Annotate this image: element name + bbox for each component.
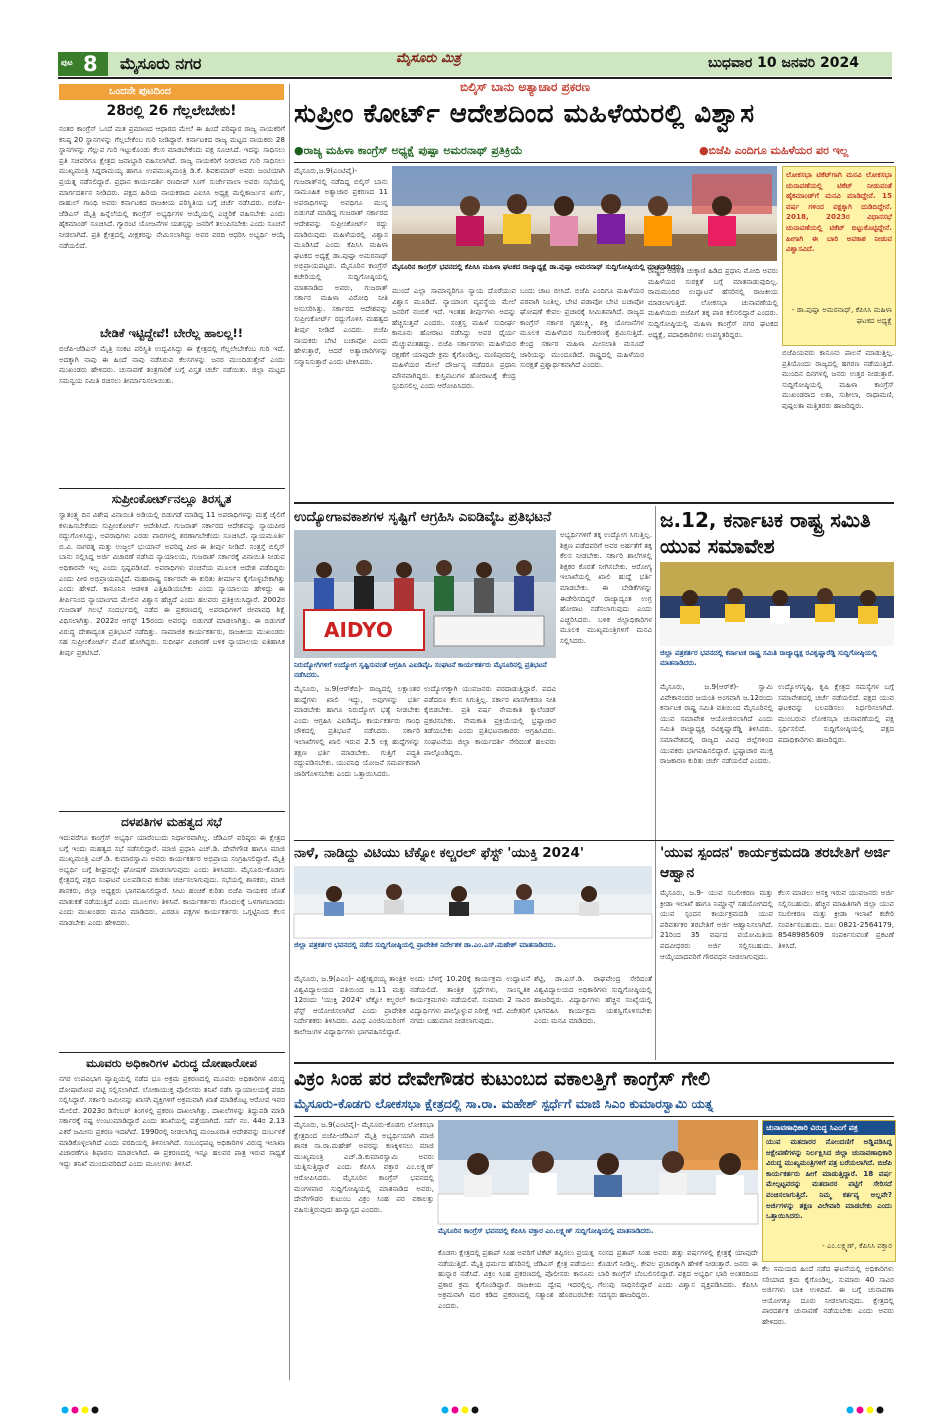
registration-dots-right: [845, 1405, 905, 1415]
left-divider-1: [59, 488, 285, 489]
lead-deck-left: ●ರಾಜ್ಯ ಮಹಿಳಾ ಕಾಂಗ್ರೆಸ್ ಅಧ್ಯಕ್ಷೆ ಪುಷ್ಪಾ ಅಮರನಾಥ್ ಪ್ರತಿಕ್ರಿಯೆ: [294, 144, 523, 157]
protest-banner-text: AIDYO: [324, 618, 393, 642]
fest-body-col3-visible: ಶೆಟ್ಟಿ, ಡಾ.ಎಸ್.ಡಿ. ರಾಘವೇಂದ್ರ ಸೇರಿದಂತೆ ವಿಶ್ವವಿದ್ಯಾಲಯದ ಅಧಿಕಾರಿಗಳು ಸುದ್ದಿಗೋಷ್ಠಿಯಲ್ಲಿ ಹಾಜರಿದ್ದರು. ವಿದ್ಯಾರ್ಥಿಗಳು ಹೆಚ್ಚಿನ ಸಂಖ್ಯೆಯಲ್ಲಿ ಭಾಗವಹಿಸಿ ಕಾರ್ಯಕ್ರಮ ಯಶಸ್ವಿಗೊಳಿಸಬೇಕು ಎಂದು ಮನವಿ ಮಾಡಿದರು.: [534, 974, 655, 1026]
lead-kicker-box: [400, 80, 820, 96]
sidebar-below-text: ಬಿಜೆಪಿಯವರು ಕಾನೂನು ಪಾಲನೆ ಮಾಡುತ್ತಿಲ್ಲ. ಪ್ರತಿಯೊಂದು ರಾಜ್ಯದಲ್ಲಿ ಹಗರಣ ನಡೆಯುತ್ತಿದೆ. ಮುಂದಿನ ದಿನಗಳಲ್ಲಿ ಜನರು ಉತ್ತರ ನೀಡುತ್ತಾರೆ. ಸುದ್ದಿಗೋಷ್ಠಿಯಲ್ಲಿ ಮಹಿಳಾ ಕಾಂಗ್ರೆಸ್ ಮುಖಂಡರಾದ ಲತಾ, ಸುಶೀಲಾ, ರಾಧಾಮಣಿ, ಪುಷ್ಪಲತಾ ಮತ್ತಿತರರು ಹಾಜರಿದ್ದರು.: [782, 348, 897, 410]
yuva-headline: 'ಯುವ ಸ್ಪಂದನ' ಕಾರ್ಯಕ್ರಮದಡಿ ತರಬೇತಿಗೆ ಅರ್ಜಿ ಆಹ್ವಾನ: [660, 845, 891, 881]
issue-date: ಬುಧವಾರ 10 ಜನವರಿ 2024: [708, 55, 859, 71]
page-number-box: [58, 52, 108, 76]
sidebar-quote-text: ಲೋಕಸಭಾ ಟಿಕೆಟ್‌ಗಾಗಿ ಮನವಿ ಲೋಕಸಭಾ ಚುನಾವಣೆಯಲ್ಲಿ ಟಿಕೆಟ್ ನೀಡುವಂತೆ ಹೈಕಮಾಂಡ್‌ಗೆ ಮನವಿ ಮಾಡಿದ್ದೇನೆ. 15 ವರ್ಷ ಗಳಿಂದ ಪಕ್ಷಕ್ಕಾಗಿ ದುಡಿದಿದ್ದೇನೆ. 2018, 2023ರ ವಿಧಾನಸಭೆ ಚುನಾವಣೆಯಲ್ಲಿ ಟಿಕೆಟ್ ಬಿಟ್ಟುಕೊಟ್ಟಿದ್ದೇನೆ. ಹೀಗಾಗಿ ಈ ಬಾರಿ ಅವಕಾಶ ನೀಡುವ ವಿಶ್ವಾಸವಿದೆ.: [786, 170, 895, 254]
masthead: [58, 52, 892, 76]
lead-bottom-rule: [294, 502, 894, 504]
sidebar-quote-attribution: - ಡಾ.ಪುಷ್ಪಾ ಅಮರನಾಥ್, ಕೆಪಿಸಿಸಿ ಮಹಿಳಾ ಘಟಕದ ಅಧ್ಯಕ್ಷೆ: [791, 305, 895, 325]
protest-body-col3: ಅಭ್ಯರ್ಥಿಗಳಿಗೆ ತಕ್ಕ ಉದ್ಯೋಗ ಸಿಗುತ್ತಿಲ್ಲ. ಶಿಕ್ಷಣ ಪಡೆದವರಿಗೆ ಅವರ ಅರ್ಹತೆಗೆ ತಕ್ಕ ಕೆಲಸ ನೀಡಬೇಕು. ಸರ್ಕಾರಿ ಶಾಲೆಗಳಲ್ಲಿ ಶಿಕ್ಷಕರ ಕೊರತೆ ನೀಗಿಸಬೇಕು. ಆರೋಗ್ಯ ಇಲಾಖೆಯಲ್ಲಿ ಖಾಲಿ ಹುದ್ದೆ ಭರ್ತಿ ಮಾಡಬೇಕು. ಈ ಬೇಡಿಕೆಗಳನ್ನು ಈಡೇರಿಸದಿದ್ದರೆ ರಾಜ್ಯಾದ್ಯಂತ ಉಗ್ರ ಹೋರಾಟ ನಡೆಸಲಾಗುವುದು ಎಂದು ಎಚ್ಚರಿಸಿದರು. ಬಳಿಕ ಜಿಲ್ಲಾಧಿಕಾರಿಗಳ ಮೂಲಕ ಮುಖ್ಯಮಂತ್ರಿಗಳಿಗೆ ಮನವಿ ಸಲ್ಲಿಸಿದರು.: [560, 530, 655, 645]
lead-photo: [392, 166, 777, 261]
story1-text: ನಂತರ ಕಾಂಗ್ರೆಸ್ ಒಂದೆ ಮತ ಪ್ರಮಾಣದ ಆಧಾರದ ಮೇಲೆ ಈ ಹಿಂದೆ ಪರಿಷ್ಕಾರ ರಾಜ್ಯ ನಾಯಕರಿಗೆ ಕನಿಷ್ಠ 20 ಸ್ಥಾನಗಳನ್ನು ಗೆಲ್ಲಬೇಕೆಂಬ ಗುರಿ ನೀಡಿದ್ದಾರೆ. ಕರ್ನಾಟಕದ ರಾಜ್ಯ ಮಟ್ಟದ ನಾಯಕರು 28 ಸ್ಥಾನಗಳನ್ನು ಗೆಲ್ಲುವ ಗುರಿ ಇಟ್ಟುಕೊಂಡು ಕೆಲಸ ಮಾಡಬೇಕೆಂದು ಪಕ್ಷ ಸೂಚಿಸಿದೆ. ಇದನ್ನು ಸಾಧಿಸಲು ಪ್ರತಿ ಸಚಿವರಿಗೂ ಕ್ಷೇತ್ರದ ಜವಾಬ್ದಾರಿ ವಹಿಸಲಾಗಿದೆ. ರಾಜ್ಯ ನಾಯಕರಿಗೆ ನೀಡಲಾದ ಗುರಿ ಸಾಧಿಸಲು ಮುಖ್ಯಮಂತ್ರಿ ಸಿದ್ದರಾಮಯ್ಯ ಹಾಗೂ ಉಪಮುಖ್ಯಮಂತ್ರಿ ಡಿ.ಕೆ. ಶಿವಕುಮಾರ್ ಅವರು ಜಂಟಿಯಾಗಿ ಪ್ರಯತ್ನ ನಡೆಸಲಿದ್ದಾರೆ. ಪ್ರಧಾನ ಕಾರ್ಯದರ್ಶಿ ರಣದೀಪ್ ಸಿಂಗ್ ಸುರ್ಜೇವಾಲಾ ಅವರು ಸಭೆಯಲ್ಲಿ ಮಾರ್ಗದರ್ಶನ ನೀಡಿದರು. ಪಕ್ಷದ ಹಿರಿಯ ನಾಯಕರಾದ ಎಐಸಿಸಿ ಅಧ್ಯಕ್ಷ ಮಲ್ಲಿಕಾರ್ಜುನ ಖರ್ಗೆ, ರಾಹುಲ್ ಗಾಂಧಿ ಅವರು ಕರ್ನಾಟಕದ ರಾಜಕೀಯ ಪರಿಸ್ಥಿತಿಯ ಬಗ್ಗೆ ಚರ್ಚೆ ನಡೆಸಿದರು. ಬಿಜೆಪಿ-ಜೆಡಿಎಸ್ ಮೈತ್ರಿ ಹಿನ್ನೆಲೆಯಲ್ಲಿ ಕಾಂಗ್ರೆಸ್ ಅಭ್ಯರ್ಥಿಗಳ ಆಯ್ಕೆಯಲ್ಲಿ ಎಚ್ಚರಿಕೆ ವಹಿಸಬೇಕು ಎಂದು ಹೈಕಮಾಂಡ್ ಸೂಚಿಸಿದೆ. ಗ್ಯಾರಂಟಿ ಯೋಜನೆಗಳ ಯಶಸ್ಸನ್ನು ಜನರಿಗೆ ತಲುಪಿಸಬೇಕು ಎಂದು ಸೂಚನೆ ನೀಡಲಾಗಿದೆ. ಪ್ರತಿ ಕ್ಷೇತ್ರದಲ್ಲಿ ವೀಕ್ಷಕರನ್ನು ನೇಮಿಸಲಾಗಿದ್ದು ಅವರ ವರದಿ ಆಧರಿಸಿ ಅಭ್ಯರ್ಥಿ ಆಯ್ಕೆ ನಡೆಯಲಿದೆ.: [59, 124, 288, 250]
bottom-sidebar-attribution: - ಎಂ.ಲಕ್ಷ್ಮಣ್, ಕೆಪಿಸಿಸಿ ವಕ್ತಾರ: [822, 1241, 892, 1250]
bottom-sidebar-box: [762, 1120, 896, 1262]
bottom-rule: [294, 1062, 894, 1064]
fest-body-col2: ಅಂದು ಬೆಳಗ್ಗೆ 10.20ಕ್ಕೆ ಕಾರ್ಯಕ್ರಮ ಉದ್ಘಾಟನೆ ನಡೆಯಲಿದೆ. ತಾಂತ್ರಿಕ ಸ್ಪರ್ಧೆಗಳು, ಸಾಂಸ್ಕೃತಿಕ ಕಾರ್ಯಕ್ರಮಗಳು ನಡೆಯಲಿವೆ. ಸುಮಾರು 2 ಸಾವಿರ ವಿದ್ಯಾರ್ಥಿಗಳು ಪಾಲ್ಗೊಳ್ಳುವ ನಿರೀಕ್ಷೆ ಇದೆ. ವಿಜೇತರಿಗೆ ನಗದು ಬಹುಮಾನ ನೀಡಲಾಗುವುದು.: [410, 974, 533, 1026]
story1-subhead: ಬೇಡಿಕೆ ಇಟ್ಟಿದ್ದೇವೆ! ಬೇರೆಲ್ಲ ಹಾಲಲ್ಲ!!: [99, 326, 244, 340]
registration-marks-left: [60, 1400, 120, 1410]
lead-body-col3: ಬಂದು ಚಾಟ ಬೀಸಿದೆ. ಬಿಜೆಪಿ ಎಂದಿಗೂ ಮಹಿಳೆಯರ ಪರವಾಗಿ ನಿಂತಿಲ್ಲ. ಬೇಟಿ ಪಡಾವೋ ಬೇಟಿ ಬಚಾವೋ ಘೋಷಣೆ ಕೇವಲ ಪ್ರಚಾರಕ್ಕೆ ಸೀಮಿತವಾಗಿದೆ. ರಾಜ್ಯದ ಕಾಂಗ್ರೆಸ್ ಸರ್ಕಾರ ಗೃಹಲಕ್ಷ್ಮಿ, ಶಕ್ತಿ ಯೋಜನೆಗಳ ಮೂಲಕ ಮಹಿಳೆಯರ ಸಬಲೀಕರಣಕ್ಕೆ ಶ್ರಮಿಸುತ್ತಿದೆ. ಕೇಂದ್ರ ಸರ್ಕಾರ ಮಹಿಳಾ ಮೀಸಲಾತಿ ಮಸೂದೆ ಜಾರಿಯನ್ನು ಮುಂದೂಡಿದೆ. ರಾಷ್ಟ್ರದಲ್ಲಿ ಮಹಿಳೆಯರ ಸುರಕ್ಷತೆ ಪ್ರಶ್ನಾರ್ಥಕವಾಗಿದೆ ಎಂದರು.: [520, 286, 647, 370]
continued-label-box: [59, 84, 284, 100]
protest-body-col2: ಉದ್ಯೋಗಕ್ಕಾಗಿ ಯುವಜನರು ಪರದಾಡುತ್ತಿದ್ದಾರೆ. ಪದವಿ ಪಡೆದರೂ ಕೆಲಸ ಸಿಗುತ್ತಿಲ್ಲ. ಸರ್ಕಾರ ಖಾಸಗೀಕರಣ ನೀತಿ ಕೈಬಿಡಬೇಕು. ಪ್ರತಿ ವರ್ಷ ನೇಮಕಾತಿ ಕ್ಯಾಲೆಂಡರ್ ಪ್ರಕಟಿಸಬೇಕು. ನೇಮಕಾತಿ ಪ್ರಕ್ರಿಯೆಯಲ್ಲಿ ಭ್ರಷ್ಟಾಚಾರ ತಡೆಯಬೇಕು ಎಂದು ಪ್ರತಿಭಟನಾಕಾರರು ಆಗ್ರಹಿಸಿದರು. ಸಂಘಟನೆಯ ಜಿಲ್ಲಾ ಕಾರ್ಯದರ್ಶಿ ಸೇರಿದಂತೆ ಹಲವರು ಪಾಲ್ಗೊಂಡಿದ್ದರು.: [424, 684, 559, 757]
samavesha-body-col2: ಉದ್ಯೋಗಸೃಷ್ಟಿ, ಕೃಷಿ ಕ್ಷೇತ್ರದ ಸಮಸ್ಯೆಗಳ ಬಗ್ಗೆ ಸಮಾವೇಶದಲ್ಲಿ ಚರ್ಚೆ ನಡೆಯಲಿದೆ. ಪಕ್ಷದ ಯುವ ಘಟಕವನ್ನು ಬಲಪಡಿಸಲು ನಿರ್ಧರಿಸಲಾಗಿದೆ. ಮುಂಬರುವ ಲೋಕಸಭಾ ಚುನಾವಣೆಯಲ್ಲಿ ಪಕ್ಷ ಸ್ಪರ್ಧಿಸಲಿದೆ. ಸುದ್ದಿಗೋಷ್ಠಿಯಲ್ಲಿ ಪಕ್ಷದ ಪದಾಧಿಕಾರಿಗಳು ಹಾಜರಿದ್ದರು.: [778, 682, 897, 744]
masthead-rule: [58, 77, 892, 79]
bottom-deck-rule: [294, 1116, 894, 1117]
bottom-photo-art: [438, 1120, 758, 1224]
bottom-sidebar-below: ಕೆಲ ಸಮಯದ ಹಿಂದೆ ನಡೆದ ಘಟನೆಯಲ್ಲಿ ಅಧಿಕಾರಿಗಳು ಸರಿಯಾದ ಕ್ರಮ ಕೈಗೊಂಡಿಲ್ಲ. ಸುಮಾರು 40 ಸಾವಿರ ಅರ್ಜಿಗಳು ಬಾಕಿ ಉಳಿದಿವೆ. ಈ ಬಗ್ಗೆ ಚುನಾವಣಾ ಆಯೋಗಕ್ಕೂ ದೂರು ನೀಡಲಾಗುವುದು. ಕ್ಷೇತ್ರದಲ್ಲಿ ಪಾರದರ್ಶಕ ಚುನಾವಣೆ ನಡೆಯಬೇಕು ಎಂದು ಅವರು ಹೇಳಿದರು.: [762, 1264, 897, 1326]
samavesha-photo-caption: ಜಿಲ್ಲಾ ಪತ್ರಕರ್ತರ ಭವನದಲ್ಲಿ ಕರ್ನಾಟಕ ರಾಷ್ಟ್ರ ಸಮಿತಿ ರಾಜ್ಯಾಧ್ಯಕ್ಷ ರವಿಕೃಷ್ಣಾರೆಡ್ಡಿ ಸುದ್ದಿಗೋಷ್ಠಿಯಲ್ಲಿ ಮಾತನಾಡಿದರು.: [660, 649, 878, 667]
page-number: 8: [83, 52, 98, 76]
mid-rule: [294, 840, 894, 841]
left-divider-3: [59, 1052, 285, 1053]
yuva-body-col1: ಮೈಸೂರು, ಜ.9- ಯುವ ಸಬಲೀಕರಣ ಮತ್ತು ಕ್ರೀಡಾ ಇಲಾಖೆ ಹಾಗೂ ನಿಮ್ಹಾನ್ಸ್ ಸಹಯೋಗದಲ್ಲಿ ಯುವ ಸ್ಪಂದನ ಕಾರ್ಯಕ್ರಮದಡಿ ಯುವ ಪರಿವರ್ತಕರ ತರಬೇತಿಗೆ ಅರ್ಜಿ ಆಹ್ವಾನಿಸಲಾಗಿದೆ. 21ರಿಂದ 35 ವರ್ಷದ ವಯೋಮಿತಿಯ ಪದವೀಧರರು ಅರ್ಜಿ ಸಲ್ಲಿಸಬಹುದು. ಆಯ್ಕೆಯಾದವರಿಗೆ ಗೌರವಧನ ನೀಡಲಾಗುವುದು.: [660, 888, 776, 961]
logo-text: ಮೈಸೂರು ಮಿತ್ರ: [396, 51, 461, 66]
left-divider-2: [59, 811, 285, 812]
fest-photo: [294, 866, 652, 938]
registration-marks-right: [845, 1400, 905, 1410]
lead-deck-bar: [294, 141, 894, 161]
column-divider-mid: [655, 506, 656, 1060]
fest-body-col1: ಮೈಸೂರು, ಜ.9(ಪಿಎಂ)- ವಿಶ್ವೇಶ್ವರಯ್ಯ ತಾಂತ್ರಿಕ ವಿಶ್ವವಿದ್ಯಾಲಯದ ವತಿಯಿಂದ ಜ.11 ಮತ್ತು 12ರಂದು 'ಯುಕ್ತಿ 2024' ಟೆಕ್ನೋ ಕಲ್ಚರಲ್ ಫೆಸ್ಟ್ ಆಯೋಜಿಸಲಾಗಿದೆ ಎಂದು ಪ್ರಾದೇಶಿಕ ನಿರ್ದೇಶಕರು ತಿಳಿಸಿದರು. ವಿವಿಧ ಎಂಜಿನಿಯರಿಂಗ್ ಕಾಲೇಜುಗಳ ವಿದ್ಯಾರ್ಥಿಗಳು ಭಾಗವಹಿಸಲಿದ್ದಾರೆ.: [294, 974, 409, 1036]
lead-photo-art: [392, 166, 777, 261]
bottom-photo: [438, 1120, 758, 1224]
section-name: ಮೈಸೂರು ನಗರ: [120, 54, 202, 73]
bottom-body-col3: ಸಂಸದ ಪ್ರತಾಪ್ ಸಿಂಹ ಅವರು ಹತ್ತು ವರ್ಷಗಳಲ್ಲಿ ಕ್ಷೇತ್ರಕ್ಕೆ ಯಾವುದೇ ಕೊಡುಗೆ ನೀಡಿಲ್ಲ. ಕೇವಲ ಪ್ರಚಾರಕ್ಕಾಗಿ ಹೇಳಿಕೆ ನೀಡುತ್ತಾರೆ. ಜನರು ಈ ಬಾರಿ ಕಾಂಗ್ರೆಸ್ ಬೆಂಬಲಿಸಲಿದ್ದಾರೆ. ಪಕ್ಷದ ಅಭ್ಯರ್ಥಿ ಭಾರಿ ಅಂತರದಿಂದ ಗೆಲುವು ಸಾಧಿಸಲಿದ್ದಾರೆ ಎಂದು ವಿಶ್ವಾಸ ವ್ಯಕ್ತಪಡಿಸಿದರು. ಕೆಪಿಸಿಸಿ ಸದಸ್ಯರು ಹಾಜರಿದ್ದರು.: [598, 1248, 761, 1300]
continued-label: ಒಂದನೇ ಪುಟದಿಂದ: [109, 86, 171, 97]
lead-deck-right: ●ಬಿಜೆಪಿ ಎಂದಿಗೂ ಮಹಿಳೆಯರ ಪರ ಇಲ್ಲ: [699, 144, 849, 157]
bottom-body-col1: ಮೈಸೂರು, ಜ.9(ಎಂಟಿವೈ)- ಮೈಸೂರು-ಕೊಡಗು ಲೋಕಸಭಾ ಕ್ಷೇತ್ರದಿಂದ ಬಿಜೆಪಿ-ಜೆಡಿಎಸ್ ಮೈತ್ರಿ ಅಭ್ಯರ್ಥಿಯಾಗಿ ಮಾಜಿ ಶಾಸಕ ಸಾ.ರಾ.ಮಹೇಶ್ ಅವರನ್ನು ಕಣಕ್ಕಿಳಿಸಲು ಮಾಜಿ ಮುಖ್ಯಮಂತ್ರಿ ಎಚ್.ಡಿ.ಕುಮಾರಸ್ವಾಮಿ ಅವರು ಯತ್ನಿಸುತ್ತಿದ್ದಾರೆ ಎಂದು ಕೆಪಿಸಿಸಿ ವಕ್ತಾರ ಎಂ.ಲಕ್ಷ್ಮಣ್ ಆರೋಪಿಸಿದರು. ಮೈಸೂರಿನ ಕಾಂಗ್ರೆಸ್ ಭವನದಲ್ಲಿ ಮಂಗಳವಾರ ಸುದ್ದಿಗೋಷ್ಠಿಯಲ್ಲಿ ಮಾತನಾಡಿದ ಅವರು, ದೇವೇಗೌಡರ ಕುಟುಂಬ ವಿಕ್ರಂ ಸಿಂಹ ಪರ ವಕಾಲತ್ತು ವಹಿಸುತ್ತಿರುವುದು ಹಾಸ್ಯಾಸ್ಪದ ಎಂದರು.: [294, 1120, 437, 1214]
column-divider-left: [289, 84, 290, 1380]
bottom-sidebar-heading: ಚುನಾವಣಾಧಿಕಾರಿ ವಿರುದ್ಧ ಸಿಎಂಗೆ ಪತ್ರ: [766, 1123, 858, 1132]
lead-kicker: ಬಿಲ್ಕಿಸ್ ಬಾನು ಅತ್ಯಾಚಾರ ಪ್ರಕರಣ: [460, 80, 590, 94]
bottom-sidebar-heading-bar: [763, 1121, 895, 1135]
fest-photo-art: [294, 866, 652, 938]
fest-photo-caption: ಜಿಲ್ಲಾ ಪತ್ರಕರ್ತರ ಭವನದಲ್ಲಿ ನಡೆದ ಸುದ್ದಿಗೋಷ್ಠಿಯಲ್ಲಿ ಪ್ರಾದೇಶಿಕ ನಿರ್ದೇಶಕ ಡಾ.ಎಂ.ಎಸ್.ಮಹೇಶ್ ಮಾತನಾಡಿದರು.: [294, 941, 557, 949]
fest-headline: ನಾಳೆ, ನಾಡಿದ್ದು ವಿಟಿಯು ಟೆಕ್ನೋ ಕಲ್ಚರಲ್ ಫೆಸ್ಟ್ 'ಯುಕ್ತಿ 2024': [294, 845, 584, 861]
lead-headline: ಸುಪ್ರೀಂ ಕೋರ್ಟ್ ಆದೇಶದಿಂದ ಮಹಿಳೆಯರಲ್ಲಿ ವಿಶ್ವಾಸ: [294, 99, 755, 129]
registration-dots-center: [440, 1405, 500, 1415]
story1-text2: ಬಿಜೆಪಿ-ಜೆಡಿಎಸ್ ಮೈತ್ರಿ ಸಂಕಟ ಪರಿಸ್ಥಿತಿ ಉದ್ಭವಿಸಿದ್ದು ಈ ಕ್ಷೇತ್ರದಲ್ಲಿ ಗೆಲ್ಲಲೇಬೇಕೆಂಬ ಗುರಿ ಇದೆ. ಅದಕ್ಕಾಗಿ ನಾವು ಈ ಹಿಂದೆ ನಾವು ನಡೆಸಿರುವ ಕೆಲಸಗಳನ್ನು ಜನರ ಮುಂದಿಡುತ್ತೇವೆ ಎಂದು ಮುಖಂಡರು ಹೇಳಿದರು. ಚುನಾವಣೆ ತಂತ್ರಗಾರಿಕೆ ಬಗ್ಗೆ ವಿಸ್ತೃತ ಚರ್ಚೆ ನಡೆಯಿತು. ಜಿಲ್ಲಾ ಮಟ್ಟದ ಸಮನ್ವಯ ಸಮಿತಿ ರಚಿಸಲು ತೀರ್ಮಾನಿಸಲಾಯಿತು.: [59, 344, 288, 385]
registration-dots-left: [60, 1405, 120, 1415]
samavesha-photo-art: [660, 562, 894, 646]
bottom-headline: ವಿಕ್ರಂ ಸಿಂಹ ಪರ ದೇವೇಗೌಡರ ಕುಟುಂಬದ ವಕಾಲತ್ತಿಗೆ ಕಾಂಗ್ರೆಸ್ ಗೇಲಿ: [294, 1068, 711, 1090]
lead-deck-rule: [294, 162, 894, 163]
story1-headline: 28ರಲ್ಲಿ 26 ಗೆಲ್ಲಲೇಬೇಕು!: [106, 103, 237, 119]
lead-body-col4: ರಾಷ್ಟ್ರದ ಆಡಳಿತ ಚುಕ್ಕಾಣಿ ಹಿಡಿದ ಪ್ರಧಾನಿ ಮೋದಿ ಅವರು ಮಹಿಳೆಯರ ಸುರಕ್ಷತೆ ಬಗ್ಗೆ ಮಾತನಾಡುವುದಿಲ್ಲ. ರಾಮಮಂದಿರ ಉದ್ಘಾಟನೆ ಹೆಸರಿನಲ್ಲಿ ರಾಜಕೀಯ ಮಾಡಲಾಗುತ್ತಿದೆ. ಲೋಕಸಭಾ ಚುನಾವಣೆಯಲ್ಲಿ ಮಹಿಳೆಯರು ಬಿಜೆಪಿಗೆ ತಕ್ಕ ಪಾಠ ಕಲಿಸಲಿದ್ದಾರೆ ಎಂದರು. ಸುದ್ದಿಗೋಷ್ಠಿಯಲ್ಲಿ ಮಹಿಳಾ ಕಾಂಗ್ರೆಸ್ ನಗರ ಘಟಕದ ಅಧ್ಯಕ್ಷೆ, ಪದಾಧಿಕಾರಿಗಳು ಉಪಸ್ಥಿತರಿದ್ದರು.: [648, 266, 781, 339]
protest-headline: ಉದ್ಯೋಗಾವಕಾಶಗಳ ಸೃಷ್ಟಿಗೆ ಆಗ್ರಹಿಸಿ ಎಐಡಿವೈಒ ಪ್ರತಿಭಟನೆ: [294, 509, 552, 525]
bottom-deck: ಮೈಸೂರು-ಕೊಡಗು ಲೋಕಸಭಾ ಕ್ಷೇತ್ರದಲ್ಲಿ ಸಾ.ರಾ. ಮಹೇಶ್ ಸ್ಪರ್ಧೆಗೆ ಮಾಜಿ ಸಿಎಂ ಕುಮಾರಸ್ವಾಮಿ ಯತ್ನ: [294, 1096, 714, 1111]
bottom-body-col2: ಕೊಡಗು ಕ್ಷೇತ್ರದಲ್ಲಿ ಪ್ರತಾಪ್ ಸಿಂಹ ಅವರಿಗೆ ಟಿಕೆಟ್ ತಪ್ಪಿಸಲು ಪ್ರಯತ್ನ ನಡೆಯುತ್ತಿದೆ. ಮೈತ್ರಿ ಧರ್ಮದ ಹೆಸರಿನಲ್ಲಿ ಜೆಡಿಎಸ್ ಕ್ಷೇತ್ರ ಪಡೆಯಲು ಹುನ್ನಾರ ನಡೆಸಿದೆ. ವಿಕ್ರಂ ಸಿಂಹ ಪ್ರಕರಣದಲ್ಲಿ ಪೊಲೀಸರು ಕಾನೂನು ಪ್ರಕಾರ ಕ್ರಮ ಕೈಗೊಂಡಿದ್ದಾರೆ. ರಾಜಕೀಯ ದ್ವೇಷ ಇದರಲ್ಲಿಲ್ಲ. ಅಕ್ರಮವಾಗಿ ಮರ ಕಡಿದ ಪ್ರಕರಣದಲ್ಲಿ ಸತ್ಯಾಂಶ ಹೊರಬರಬೇಕು ಎಂದರು.: [438, 1248, 597, 1310]
lead-body-col2: ಮುಂದೆ ಎಲ್ಲಾ ಸಾಮಾನ್ಯರಿಗೂ ನ್ಯಾಯ ದೊರೆಯುವ ವಿಶ್ವಾಸ ಮೂಡಿದೆ. ನ್ಯಾಯಾಂಗ ವ್ಯವಸ್ಥೆಯ ಮೇಲೆ ಜನರಿಗೆ ನಂಬಿಕೆ ಇದೆ. ಇಂತಹ ತೀರ್ಪುಗಳು ಅದನ್ನು ಹೆಚ್ಚಿಸುತ್ತವೆ ಎಂದರು. ಸಂತ್ರಸ್ತ ಮಹಿಳೆ ಸುದೀರ್ಘ ಕಾನೂನು ಹೋರಾಟ ನಡೆಸಿದ್ದು ಅವರ ಧೈರ್ಯ ಮೆಚ್ಚುವಂತಹದ್ದು. ಬಿಜೆಪಿ ಸರ್ಕಾರಗಳು ಮಹಿಳೆಯರ ರಕ್ಷಣೆಗೆ ಯಾವುದೇ ಕ್ರಮ ಕೈಗೊಂಡಿಲ್ಲ. ಮಣಿಪುರದಲ್ಲಿ ಮಹಿಳೆಯರ ಮೇಲೆ ದೌರ್ಜನ್ಯ ನಡೆದರೂ ಪ್ರಧಾನಿ ಮೌನವಾಗಿದ್ದರು. ಕುಸ್ತಿಪಟುಗಳ ಹೋರಾಟಕ್ಕೆ ಕೇಂದ್ರ ಸ್ಪಂದಿಸಲಿಲ್ಲ ಎಂದು ಆರೋಪಿಸಿದರು.: [392, 286, 519, 391]
samavesha-photo: [660, 562, 894, 646]
lead-photo-caption: ಮೈಸೂರಿನ ಕಾಂಗ್ರೆಸ್ ಭವನದಲ್ಲಿ ಕೆಪಿಸಿಸಿ ಮಹಿಳಾ ಘಟಕದ ರಾಜ್ಯಾಧ್ಯಕ್ಷೆ ಡಾ.ಪುಷ್ಪಾ ಅಮರನಾಥ್ ಸುದ್ದಿಗೋಷ್ಠಿಯಲ್ಲಿ ಮಾತನಾಡಿದರು.: [392, 263, 684, 271]
story4-text: ನಗರ ಉಪವಿಭಾಗ ವ್ಯಾಪ್ತಿಯಲ್ಲಿ ನಡೆದ ಭೂ ಅಕ್ರಮ ಪ್ರಕರಣದಲ್ಲಿ ಮೂವರು ಅಧಿಕಾರಿಗಳ ವಿರುದ್ಧ ದೋಷಾರೋಪ ಪಟ್ಟಿ ಸಲ್ಲಿಸಲಾಗಿದೆ. ಲೋಕಾಯುಕ್ತ ಪೊಲೀಸರು ತನಿಖೆ ನಡೆಸಿ ನ್ಯಾಯಾಲಯಕ್ಕೆ ವರದಿ ಸಲ್ಲಿಸಿದ್ದಾರೆ. ಸರ್ಕಾರಿ ಜಮೀನನ್ನು ಖಾಸಗಿ ವ್ಯಕ್ತಿಗಳಿಗೆ ಅಕ್ರಮವಾಗಿ ಖಾತೆ ಮಾಡಿಕೊಟ್ಟ ಆರೋಪ ಇವರ ಮೇಲಿದೆ. 2023ರ ಡಿಸೆಂಬರ್ ತಿಂಗಳಲ್ಲಿ ಪ್ರಕರಣ ದಾಖಲಾಗಿತ್ತು. ದಾಖಲೆಗಳನ್ನು ತಿದ್ದುಪಡಿ ಮಾಡಿ ಸರ್ಕಾರಕ್ಕೆ ನಷ್ಟ ಉಂಟುಮಾಡಿದ್ದಾರೆ ಎಂದು ತನಿಖೆಯಲ್ಲಿ ಪತ್ತೆಯಾಗಿದೆ. ಸರ್ವೆ ನಂ. 44ರ 2.13 ಎಕರೆ ಜಮೀನು ಪ್ರಕರಣ ಇದಾಗಿದೆ. 1990ರಲ್ಲಿ ನೀಡಲಾಗಿದ್ದ ಮಂಜೂರಾತಿ ಆದೇಶವನ್ನು ದುರ್ಬಳಕೆ ಮಾಡಿಕೊಳ್ಳಲಾಗಿದೆ ಎಂದು ವರದಿಯಲ್ಲಿ ತಿಳಿಸಲಾಗಿದೆ. ಸಂಬಂಧಪಟ್ಟ ಅಧಿಕಾರಿಗಳ ವಿರುದ್ಧ ಇಲಾಖಾ ವಿಚಾರಣೆಗೂ ಶಿಫಾರಸು ಮಾಡಲಾಗಿದೆ. ಈ ಪ್ರಕರಣದಲ್ಲಿ ಇನ್ನೂ ಹಲವರ ಪಾತ್ರ ಇರುವ ಸಾಧ್ಯತೆ ಇದ್ದು ತನಿಖೆ ಮುಂದುವರಿದಿದೆ ಎಂದು ಮೂಲಗಳು ತಿಳಿಸಿವೆ.: [59, 1074, 288, 1168]
protest-body-col1: ಮೈಸೂರು, ಜ.9(ಆರ್‌ಕೆಬಿ)- ರಾಜ್ಯದಲ್ಲಿ ಲಕ್ಷಾಂತರ ಹುದ್ದೆಗಳು ಖಾಲಿ ಇದ್ದು, ಅವುಗಳನ್ನು ಭರ್ತಿ ಮಾಡಬೇಕು ಹಾಗೂ ನಿರುದ್ಯೋಗ ಭತ್ಯೆ ನೀಡಬೇಕು ಎಂದು ಆಗ್ರಹಿಸಿ ಎಐಡಿವೈಒ ಕಾರ್ಯಕರ್ತರು ಗಾಂಧಿ ಚೌಕದಲ್ಲಿ ಪ್ರತಿಭಟನೆ ನಡೆಸಿದರು. ಸರ್ಕಾರಿ ಇಲಾಖೆಗಳಲ್ಲಿ ಖಾಲಿ ಇರುವ 2.5 ಲಕ್ಷ ಹುದ್ದೆಗಳನ್ನು ತಕ್ಷಣ ಭರ್ತಿ ಮಾಡಬೇಕು. ಗುತ್ತಿಗೆ ಪದ್ಧತಿ ರದ್ದುಪಡಿಸಬೇಕು. ಯುವನಿಧಿ ಯೋಜನೆ ಸಮರ್ಪಕವಾಗಿ ಜಾರಿಗೊಳಿಸಬೇಕು ಎಂದು ಒತ್ತಾಯಿಸಿದರು.: [294, 684, 423, 778]
sidebar-quote-box: [782, 166, 896, 346]
lead-body-col1: ಮೈಸೂರು,ಜ.9(ಎಂಟಿವೈ)- ಗುಜರಾತ್‌ನಲ್ಲಿ ನಡೆದಿದ್ದ ಬಿಲ್ಕಿಸ್ ಬಾನು ಸಾಮೂಹಿಕ ಅತ್ಯಾಚಾರ ಪ್ರಕರಣದ 11 ಅಪರಾಧಿಗಳನ್ನು ಅವಧಿಗೂ ಮುನ್ನ ಬಿಡುಗಡೆ ಮಾಡಿದ್ದ ಗುಜರಾತ್ ಸರ್ಕಾರದ ಆದೇಶವನ್ನು ಸುಪ್ರೀಂಕೋರ್ಟ್ ರದ್ದು ಮಾಡಿರುವುದು ಮಹಿಳೆಯರಲ್ಲಿ ವಿಶ್ವಾಸ ಮೂಡಿಸಿದೆ ಎಂದು ಕೆಪಿಸಿಸಿ ಮಹಿಳಾ ಘಟಕದ ಅಧ್ಯಕ್ಷೆ ಡಾ.ಪುಷ್ಪಾ ಅಮರನಾಥ್ ಅಭಿಪ್ರಾಯಪಟ್ಟರು. ಮೈಸೂರಿನ ಕಾಂಗ್ರೆಸ್ ಕಚೇರಿಯಲ್ಲಿ ಸುದ್ದಿಗೋಷ್ಠಿಯಲ್ಲಿ ಮಾತನಾಡಿದ ಅವರು, ಗುಜರಾತ್ ಸರ್ಕಾರ ಮಹಿಳಾ ವಿರೋಧಿ ನೀತಿ ಅನುಸರಿಸಿತ್ತು. ಸರ್ಕಾರದ ಆದೇಶವನ್ನು ಸುಪ್ರೀಂಕೋರ್ಟ್ ರದ್ದುಗೊಳಿಸಿ ಮಹತ್ವದ ತೀರ್ಪು ನೀಡಿದೆ ಎಂದರು. ಬಿಜೆಪಿ ನಾಯಕರು ಬೇಟಿ ಬಚಾವೋ ಎಂದು ಹೇಳುತ್ತಾರೆ, ಆದರೆ ಅತ್ಯಾಚಾರಿಗಳನ್ನು ಸನ್ಮಾನಿಸುತ್ತಾರೆ ಎಂದು ಟೀಕಿಸಿದರು.: [294, 166, 391, 366]
page-label: ಪುಟ: [61, 58, 73, 67]
protest-photo-caption: ನಿರುದ್ಯೋಗಿಗಳಿಗೆ ಉದ್ಯೋಗ ಸೃಷ್ಟಿಸುವಂತೆ ಆಗ್ರಹಿಸಿ ಎಐಡಿವೈಒ ಸಂಘಟನೆ ಕಾರ್ಯಕರ್ತರು ಮೈಸೂರಿನಲ್ಲಿ ಪ್ರತಿಭಟನೆ ನಡೆಸಿದರು.: [294, 661, 547, 679]
bottom-deck-bar: [294, 1094, 894, 1114]
samavesha-headline: ಜ.12, ಕರ್ನಾಟಕ ರಾಷ್ಟ್ರ ಸಮಿತಿ ಯುವ ಸಮಾವೇಶ: [660, 508, 871, 558]
story4-headline: ಮೂವರು ಅಧಿಕಾರಿಗಳ ವಿರುದ್ಧ ದೋಷಾರೋಪ: [86, 1056, 257, 1070]
registration-marks-center: [440, 1400, 500, 1410]
story3-text: ಇದುವರೆಗೂ ಕಾಂಗ್ರೆಸ್ ಅಭ್ಯರ್ಥಿ ಯಾರೆಂಬುದು ನಿರ್ಧಾರವಾಗಿಲ್ಲ. ಜೆಡಿಎಸ್ ವರಿಷ್ಠರು ಈ ಕ್ಷೇತ್ರದ ಬಗ್ಗೆ ಇಂದು ಮಹತ್ವದ ಸಭೆ ನಡೆಸಲಿದ್ದಾರೆ. ಮಾಜಿ ಪ್ರಧಾನಿ ಎಚ್.ಡಿ. ದೇವೇಗೌಡ ಹಾಗೂ ಮಾಜಿ ಮುಖ್ಯಮಂತ್ರಿ ಎಚ್.ಡಿ. ಕುಮಾರಸ್ವಾಮಿ ಅವರು ಕಾರ್ಯಕರ್ತರ ಅಭಿಪ್ರಾಯ ಸಂಗ್ರಹಿಸಲಿದ್ದಾರೆ. ಮೈತ್ರಿ ಅಭ್ಯರ್ಥಿ ಬಗ್ಗೆ ಶೀಘ್ರದಲ್ಲೇ ಘೋಷಣೆ ಮಾಡಲಾಗುವುದು ಎಂದು ತಿಳಿಸಿದರು. ಮೈಸೂರು-ಕೊಡಗು ಕ್ಷೇತ್ರದಲ್ಲಿ ಪಕ್ಷದ ಸಂಘಟನೆ ಬಲಪಡಿಸುವ ಕುರಿತು ಚರ್ಚಿಸಲಾಗುವುದು. ಸಭೆಯಲ್ಲಿ ಶಾಸಕರು, ಮಾಜಿ ಶಾಸಕರು, ಜಿಲ್ಲಾ ಅಧ್ಯಕ್ಷರು ಭಾಗವಹಿಸಲಿದ್ದಾರೆ. ಸೀಟು ಹಂಚಿಕೆ ಕುರಿತು ಬಿಜೆಪಿ ನಾಯಕರ ಜೊತೆ ಮಾತುಕತೆ ನಡೆಯುತ್ತಿದೆ ಎಂದು ಮೂಲಗಳು ತಿಳಿಸಿವೆ. ಕಾರ್ಯಕರ್ತರು ಗೊಂದಲಕ್ಕೆ ಒಳಗಾಗಬಾರದು ಎಂದು ಮುಖಂಡರು ಮನವಿ ಮಾಡಿದರು. ಎರಡೂ ಪಕ್ಷಗಳ ಕಾರ್ಯಕರ್ತರು ಒಗ್ಗಟ್ಟಿನಿಂದ ಕೆಲಸ ಮಾಡಬೇಕು ಎಂದು ಹೇಳಿದರು.: [59, 833, 288, 927]
bottom-photo-caption: ಮೈಸೂರಿನ ಕಾಂಗ್ರೆಸ್ ಭವನದಲ್ಲಿ ಕೆಪಿಸಿಸಿ ವಕ್ತಾರ ಎಂ.ಲಕ್ಷ್ಮಣ್ ಸುದ್ದಿಗೋಷ್ಠಿಯಲ್ಲಿ ಮಾತನಾಡಿದರು.: [438, 1227, 654, 1235]
protest-photo: [294, 530, 556, 658]
story2-headline: ಸುಪ್ರೀಂಕೋರ್ಟ್‌ನಲ್ಲೂ ತಿರಸ್ಕೃತ: [111, 492, 232, 506]
samavesha-body-col1: ಮೈಸೂರು, ಜ.9(ಆರ್‌ಕೆ)- ಸ್ವಾಮಿ ವಿವೇಕಾನಂದರ ಜಯಂತಿ ಅಂಗವಾಗಿ ಜ.12ರಂದು ಕರ್ನಾಟಕ ರಾಷ್ಟ್ರ ಸಮಿತಿ ವತಿಯಿಂದ ಮೈಸೂರಿನಲ್ಲಿ ಯುವ ಸಮಾವೇಶ ಆಯೋಜಿಸಲಾಗಿದೆ ಎಂದು ಸಮಿತಿ ರಾಜ್ಯಾಧ್ಯಕ್ಷ ರವಿಕೃಷ್ಣಾರೆಡ್ಡಿ ತಿಳಿಸಿದರು. ಸಮಾವೇಶದಲ್ಲಿ ರಾಜ್ಯದ ವಿವಿಧ ಜಿಲ್ಲೆಗಳಿಂದ ಯುವಕರು ಭಾಗವಹಿಸಲಿದ್ದಾರೆ. ಭ್ರಷ್ಟಾಚಾರ ಮುಕ್ತ ರಾಜಕಾರಣ ಕುರಿತು ಚರ್ಚೆ ನಡೆಯಲಿದೆ ಎಂದರು.: [660, 682, 776, 766]
story3-headline: ದಳಪತಿಗಳ ಮಹತ್ವದ ಸಭೆ: [121, 815, 222, 829]
story2-text: ಸ್ವಾತಂತ್ರ್ಯ ದಿನ ವಿಶೇಷ ವಿನಾಯಿತಿ ಅಡಿಯಲ್ಲಿ ಬಿಡುಗಡೆ ಮಾಡಿದ್ದ 11 ಅಪರಾಧಿಗಳನ್ನು ಮತ್ತೆ ಜೈಲಿಗೆ ಕಳುಹಿಸಬೇಕೆಂದು ಸುಪ್ರೀಂಕೋರ್ಟ್ ಆದೇಶಿಸಿದೆ. ಗುಜರಾತ್ ಸರ್ಕಾರದ ಆದೇಶವನ್ನು ನ್ಯಾಯಪೀಠ ರದ್ದುಗೊಳಿಸಿದ್ದು, ಅಪರಾಧಿಗಳು ಎರಡು ವಾರಗಳಲ್ಲಿ ಶರಣಾಗಬೇಕೆಂದು ಸೂಚಿಸಿದೆ. ನ್ಯಾಯಮೂರ್ತಿ ಬಿ.ವಿ. ನಾಗರತ್ನ ಮತ್ತು ಉಜ್ಜಲ್ ಭುಯಾನ್ ಅವರಿದ್ದ ಪೀಠ ಈ ತೀರ್ಪು ನೀಡಿದೆ. ಸಂತ್ರಸ್ತೆ ಬಿಲ್ಕಿಸ್ ಬಾನು ಸಲ್ಲಿಸಿದ್ದ ಅರ್ಜಿ ವಿಚಾರಣೆ ನಡೆಸಿದ ನ್ಯಾಯಾಲಯ, ಗುಜರಾತ್ ಸರ್ಕಾರಕ್ಕೆ ವಿನಾಯಿತಿ ನೀಡುವ ಅಧಿಕಾರವೇ ಇಲ್ಲ ಎಂದು ಸ್ಪಷ್ಟಪಡಿಸಿದೆ. ಅಪರಾಧಿಗಳು ವಂಚನೆಯ ಮೂಲಕ ಆದೇಶ ಪಡೆದಿದ್ದರು ಎಂದು ಪೀಠ ಅಭಿಪ್ರಾಯಪಟ್ಟಿದೆ. ಮಹಾರಾಷ್ಟ್ರ ಸರ್ಕಾರವೇ ಈ ಕುರಿತು ತೀರ್ಮಾನ ಕೈಗೊಳ್ಳಬೇಕಾಗಿತ್ತು ಎಂದು ಹೇಳಿದೆ. ಕಾನೂನಿನ ಆಡಳಿತ ಎತ್ತಿಹಿಡಿಯಬೇಕು ಎಂದು ನ್ಯಾಯಾಲಯ ಹೇಳಿದ್ದು ಈ ತೀರ್ಪಿನಿಂದ ನ್ಯಾಯಾಂಗದ ಮೇಲಿನ ವಿಶ್ವಾಸ ಹೆಚ್ಚಿದೆ ಎಂದು ಹಲವರು ಪ್ರತಿಕ್ರಿಯಿಸಿದ್ದಾರೆ. 2002ರ ಗುಜರಾತ್ ಗಲಭೆ ಸಂದರ್ಭದಲ್ಲಿ ನಡೆದ ಈ ಪ್ರಕರಣದಲ್ಲಿ ಅಪರಾಧಿಗಳಿಗೆ ಜೀವಾವಧಿ ಶಿಕ್ಷೆ ವಿಧಿಸಲಾಗಿತ್ತು. 2022ರ ಆಗಸ್ಟ್ 15ರಂದು ಅವರನ್ನು ಬಿಡುಗಡೆ ಮಾಡಲಾಗಿತ್ತು. ಈ ಬಿಡುಗಡೆ ವಿರುದ್ಧ ದೇಶಾದ್ಯಂತ ಪ್ರತಿಭಟನೆ ನಡೆದಿತ್ತು. ಸಾಮಾಜಿಕ ಕಾರ್ಯಕರ್ತರು, ರಾಜಕೀಯ ಮುಖಂಡರು ಸಹ ಸುಪ್ರೀಂಕೋರ್ಟ್ ಮೊರೆ ಹೋಗಿದ್ದರು. ಸುದೀರ್ಘ ವಿಚಾರಣೆ ಬಳಿಕ ನ್ಯಾಯಾಲಯ ಐತಿಹಾಸಿಕ ತೀರ್ಪು ಪ್ರಕಟಿಸಿದೆ.: [59, 510, 288, 657]
masthead-logo: [396, 48, 526, 72]
yuva-body-col2: ಕೆಲಸ ಮಾಡಲು ಆಸಕ್ತಿ ಇರುವ ಯುವಜನರು ಅರ್ಜಿ ಸಲ್ಲಿಸಬಹುದು. ಹೆಚ್ಚಿನ ಮಾಹಿತಿಗಾಗಿ ಜಿಲ್ಲಾ ಯುವ ಸಬಲೀಕರಣ ಮತ್ತು ಕ್ರೀಡಾ ಇಲಾಖೆ ಕಚೇರಿ ಸಂಪರ್ಕಿಸಬಹುದು. ದೂ: 0821-2564179, 8548985609 ಸಂಪರ್ಕಿಸುವಂತೆ ಪ್ರಕಟಣೆ ತಿಳಿಸಿದೆ.: [778, 888, 897, 950]
bottom-sidebar-text: ಯುವ ಮತದಾರರ ನೋಂದಣಿಗೆ ಅಡ್ಡಿಪಡಿಸಿದ್ದ ಆಕ್ಷೇಪಣೆಗಳನ್ನು ನಿರ್ಲಕ್ಷಿಸಿದ ಜಿಲ್ಲಾ ಚುನಾವಣಾಧಿಕಾರಿ ವಿರುದ್ಧ ಮುಖ್ಯಮಂತ್ರಿಗಳಿಗೆ ಪತ್ರ ಬರೆಯಲಾಗಿದೆ. ಬಿಜೆಪಿ ಕಾರ್ಯಕರ್ತರು ಹೀಗೆ ಮಾಡುತ್ತಿದ್ದಾರೆ. 18 ವರ್ಷ ಮೇಲ್ಪಟ್ಟವರನ್ನು ಮತದಾರರ ಪಟ್ಟಿಗೆ ಸೇರಿಸದೆ ವಂಚಿಸಲಾಗುತ್ತಿದೆ. ನಿಮ್ಮ ಕರ್ತವ್ಯ ಅಲ್ಲವೇ? ಅರ್ಜಿಗಳನ್ನು ತಕ್ಷಣ ವಿಲೇವಾರಿ ಮಾಡಬೇಕು ಎಂದು ಒತ್ತಾಯಿಸಿದರು.: [766, 1137, 895, 1221]
